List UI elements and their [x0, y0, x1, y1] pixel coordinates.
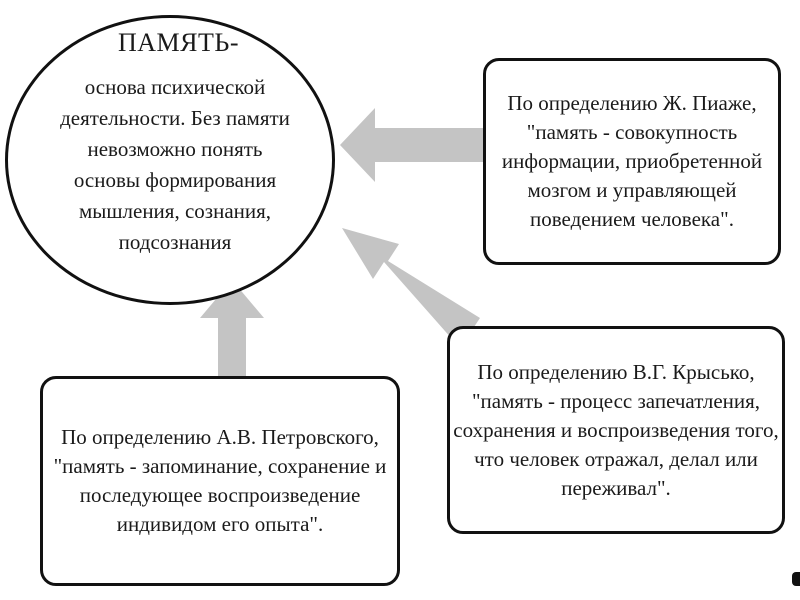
- memory-description: [55, 72, 295, 258]
- petrovsky-line: индивидом его опыта".: [116, 512, 324, 536]
- krysko-definition-text: [453, 358, 778, 503]
- memory-title: ПАМЯТЬ-: [118, 28, 239, 57]
- memory-line: основы формирования: [73, 168, 277, 192]
- piaget-line: "память - совокупность: [526, 120, 738, 144]
- piaget-line: поведением человека".: [530, 207, 734, 231]
- memory-line: невозможно понять: [87, 137, 263, 161]
- krysko-line: По определению В.Г. Крысько,: [477, 359, 755, 384]
- piaget-definition-text: [502, 89, 762, 234]
- piaget-line: информации, приобретенной: [501, 149, 763, 173]
- petrovsky-line: "память - запоминание, сохранение и: [53, 454, 387, 478]
- edge-mark: [792, 572, 800, 586]
- krysko-definition-box: [447, 326, 785, 534]
- memory-line: мышления, сознания,: [78, 199, 272, 223]
- memory-line: основа психической: [84, 75, 266, 99]
- petrovsky-definition-box: [40, 376, 400, 586]
- piaget-line: По определению Ж. Пиаже,: [507, 91, 757, 115]
- piaget-definition-box: [483, 58, 781, 265]
- memory-line: подсознания: [118, 230, 232, 254]
- memory-line: деятельности. Без памяти: [60, 106, 290, 130]
- krysko-line: переживал".: [561, 475, 671, 500]
- arrow-piaget-to-memory: [340, 108, 483, 182]
- piaget-line: мозгом и управляющей: [527, 178, 737, 202]
- krysko-line: что человек отражал, делал или: [474, 446, 758, 471]
- krysko-line: "память - процесс запечатления,: [471, 388, 761, 413]
- petrovsky-line: По определению А.В. Петровского,: [61, 425, 379, 449]
- petrovsky-line: последующее воспроизведение: [79, 483, 361, 507]
- petrovsky-definition-text: [54, 423, 387, 539]
- krysko-line: сохранения и воспроизведения того,: [453, 417, 779, 442]
